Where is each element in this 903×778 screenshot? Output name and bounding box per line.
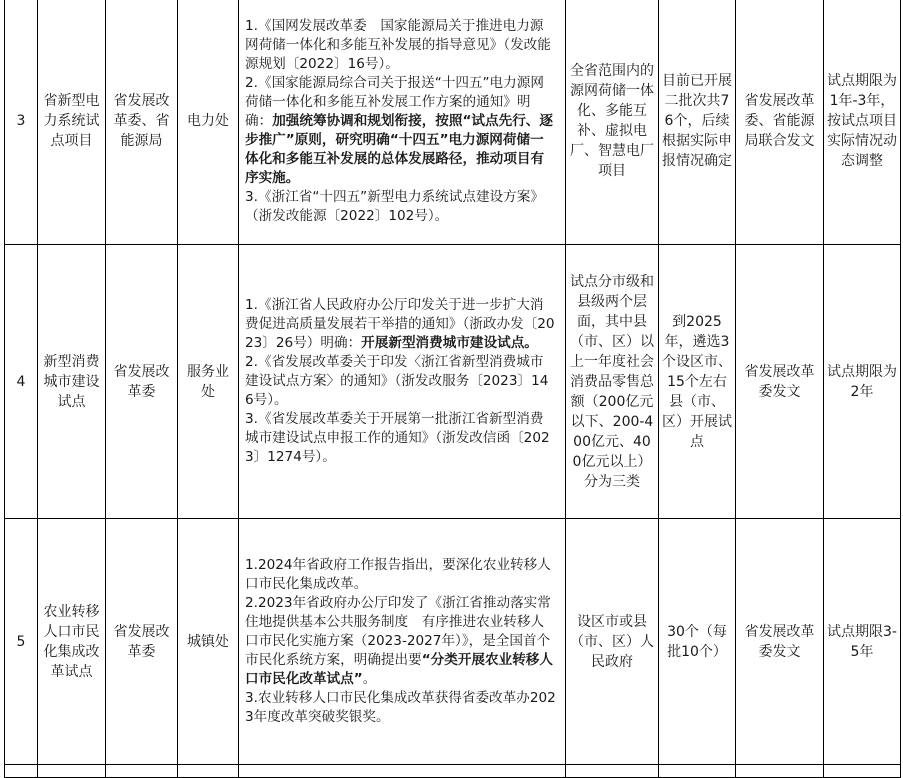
project-name-cell: 省新型电力系统试点项目 — [38, 0, 106, 245]
empty-cell — [38, 765, 106, 778]
issuing-form-cell: 省发展改革委、省能源局联合发文 — [736, 0, 824, 245]
department-cell: 电力处 — [178, 0, 239, 245]
row-number-cell: 3 — [5, 0, 38, 245]
department-cell: 城镇处 — [178, 519, 239, 765]
project-name-cell: 新型消费城市建设试点 — [38, 245, 106, 519]
issuing-form-cell: 省发展改革委发文 — [736, 245, 824, 519]
empty-cell — [178, 765, 239, 778]
policy-tail: 。 — [362, 671, 377, 687]
department-cell: 服务业处 — [178, 245, 239, 519]
lead-unit-cell: 省发展改革委 — [106, 245, 178, 519]
policy-item — [245, 556, 557, 594]
pilot-period-cell: 试点期限3-5年 — [824, 519, 901, 765]
policy-item — [245, 296, 557, 353]
policy-basis-cell — [239, 245, 566, 519]
project-name-cell: 农业转移人口市民化集成改革试点 — [38, 519, 106, 765]
pilot-scope-cell: 设区市或县（市、区）人民政府 — [566, 519, 659, 765]
policy-item — [245, 594, 557, 689]
empty-cell — [824, 765, 901, 778]
pilot-scope-cell: 全省范围内的源网荷储一体化、多能互补、虚拟电厂、智慧电厂项目 — [566, 0, 659, 245]
pilot-quota-cell: 30个（每批10个） — [659, 519, 736, 765]
lead-unit-cell: 省发展改革委、省能源局 — [106, 0, 178, 245]
policy-text: 1.《浙江省人民政府办公厅印发关于进一步扩大消费促进高质量发展若干举措的通知》（浙政办发〔2023〕26号）明确： — [245, 297, 555, 351]
policy-text: 1.2024年省政府工作报告指出，要深化农业转移人口市民化集成改革。 — [245, 557, 551, 592]
table-row-continued — [5, 765, 901, 778]
policy-text: 3.《省发展改革委关于开展第一批浙江省新型消费城市建设试点申报工作的通知》（浙发改信函〔2023〕1274号）。 — [245, 411, 550, 465]
policy-text: 1.《国网发展改革委 国家能源局关于推进电力源网荷储一体化和多能互补发展的指导意见》（发改能源规划〔2022〕16号）。 — [245, 17, 551, 72]
row-number-cell: 5 — [5, 519, 38, 765]
empty-cell — [239, 765, 566, 778]
pilot-period-cell: 试点期限为1年-3年，按试点项目实际情况动态调整 — [824, 0, 901, 245]
policy-item — [245, 410, 557, 467]
policy-emphasis: 开展新型消费城市建设试点。 — [361, 335, 538, 351]
lead-unit-cell: 省发展改革委 — [106, 519, 178, 765]
policy-item — [245, 188, 557, 226]
policy-text: 2.《省发展改革委关于印发〈浙江省新型消费城市建设试点方案〉的通知》（浙发改服务〔2023〕146号）。 — [245, 354, 549, 408]
empty-cell — [659, 765, 736, 778]
table-row — [5, 245, 901, 519]
policy-text: 3.农业转移人口市民化集成改革获得省委改革办2023年度改革突破奖银奖。 — [245, 690, 556, 725]
pilot-period-cell: 试点期限为2年 — [824, 245, 901, 519]
table-row — [5, 519, 901, 765]
policy-text: 2.2023年省政府办公厅印发了《浙江省推动落实常住地提供基本公共服务制度 有序推进农业转移人口市民化实施方案（2023-2027年）》，是全国首个市民化系统方案，明确提出要 — [245, 595, 551, 668]
issuing-form-cell: 省发展改革委发文 — [736, 519, 824, 765]
policy-basis-cell — [239, 0, 566, 245]
policy-item — [245, 353, 557, 410]
pilot-quota-cell: 目前已开展二批次共76个，后续根据实际申报情况确定 — [659, 0, 736, 245]
empty-cell — [566, 765, 659, 778]
empty-cell — [5, 765, 38, 778]
policy-emphasis: 加强统筹协调和规划衔接，按照“试点先行、逐步推广”原则，研究明确“十四五”电力源网荷储一体化和多能互补发展的总体发展路径，推动项目有序实施。 — [245, 112, 553, 186]
empty-cell — [736, 765, 824, 778]
empty-cell — [106, 765, 178, 778]
policy-basis-cell — [239, 519, 566, 765]
table-body — [5, 0, 901, 778]
pilot-quota-cell: 到2025年，遴选3个设区市、15个左右县（市、区）开展试点 — [659, 245, 736, 519]
policy-emphasis: “分类开展农业转移人口市民化改革试点” — [245, 652, 553, 687]
pilot-scope-cell: 试点分市级和县级两个层面，其中县（市、区）以上一年度社会消费品零售总额（200亿元以下、200-400亿元、400亿元以上）分为三类 — [566, 245, 659, 519]
table-row — [5, 0, 901, 245]
policy-text: 3.《浙江省“十四五”新型电力系统试点建设方案》（浙发改能源〔2022〕102号）。 — [245, 188, 544, 224]
policy-item — [245, 74, 557, 188]
policy-item — [245, 17, 557, 74]
policy-text: 2.《国家能源局综合司关于报送“十四五”电力源网荷储一体化和多能互补发展工作方案的通知》明确： — [245, 74, 544, 129]
pilot-projects-table — [4, 0, 901, 778]
row-number-cell: 4 — [5, 245, 38, 519]
policy-item — [245, 689, 557, 727]
